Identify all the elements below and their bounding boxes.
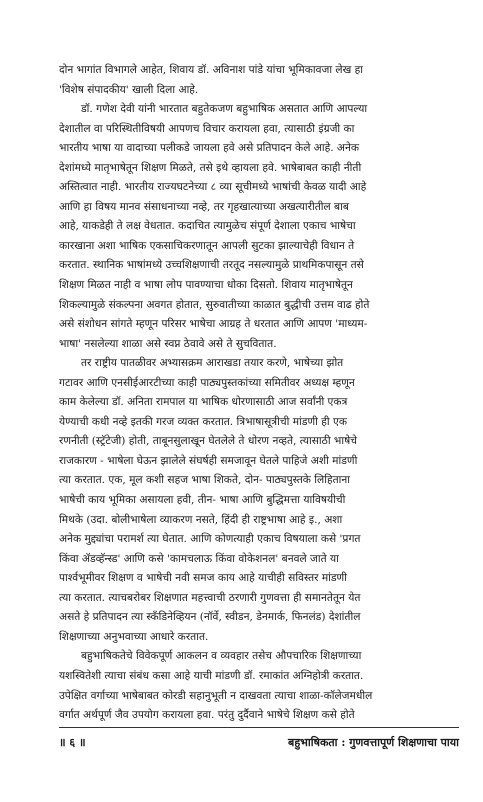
- text-line: आणि हा विषय मानव संसाधनाच्या नव्हे, तर गृहखात्याच्या अखत्यारीतील बाब: [59, 200, 349, 213]
- running-title: बहुभाषिकता : गुणवत्तापूर्ण शिक्षणाचा पाया: [288, 736, 459, 749]
- text-line: भाषेची काय भूमिका असायला हवी, तीन- भाषा आणि बुद्धिमत्ता याविषयीची: [59, 494, 346, 507]
- text-line: 'विशेष संपादकीय' खाली दिला आहे.: [59, 83, 199, 96]
- text-line: पार्श्वभूमीवर शिक्षण व भाषेची नवी समज काय आहे याचीही सविस्तर मांडणी: [59, 572, 347, 585]
- text-line: वर्गात अर्थपूर्ण जैव उपयोग करायला हवा. परंतु दुर्दैवाने भाषेचे शिक्षण कसे होते: [59, 709, 355, 722]
- article-body: [59, 61, 459, 726]
- text-line: त्या करतात. त्याचबरोबर शिक्षणात महत्त्वाची ठरणारी गुणवत्ता ही समानतेतून येत: [59, 591, 361, 604]
- text-line: काम केलेल्या डॉ. अनिता रामपाल या भाषिक धोरणासाठी आज सर्वांनी एकत्र: [59, 396, 348, 409]
- text-line: भारतीय भाषा या वादाच्या पलीकडे जायला हवे असे प्रतिपादन केले आहे. अनेक: [59, 142, 360, 155]
- text-line: देशातील वा परिस्थितीविषयी आपणच विचार करायला हवा, त्यासाठी इंग्रजी का: [59, 122, 355, 135]
- text-line: करतात. स्थानिक भाषांमध्ये उच्चशिक्षणाची तरतूद नसल्यामुळे प्राथमिकपासून तसे: [59, 259, 364, 272]
- text-line: असते हे प्रतिपादन त्या स्कॅंडिनेव्हियन (नॉर्वे, स्वीडन, डेनमार्क, फिनलंड) देशांतील: [59, 611, 361, 624]
- text-line: आहे, याकडेही ते लक्ष वेधतात. कदाचित त्यामुळेच संपूर्ण देशाला एकाच भाषेचा: [59, 220, 356, 233]
- text-line: अस्तित्वात नाही. भारतीय राज्यघटनेच्या ८ व्या सूचीमध्ये भाषांची केवळ यादी आहे: [59, 181, 367, 194]
- text-line: देशांमध्ये मातृभाषेतून शिक्षण मिळते, तसे इथे व्हायला हवे. भाषेबाबत काही नीती: [59, 161, 362, 174]
- text-line: डॉ. गणेश देवी यांनी भारतात बहुतेकजण बहुभाषिक असतात आणि आपल्या: [81, 103, 368, 116]
- text-line: यशस्वितेशी त्याचा संबंध कसा आहे याची मांडणी डॉ. रमाकांत अग्निहोत्री करतात.: [59, 669, 364, 682]
- footer-divider: [59, 727, 459, 728]
- text-line: कारखाना अशा भाषिक एकसाचिकरणातून आपली सुटका झाल्याचेही विधान ते: [59, 239, 355, 252]
- text-line: उपेक्षित वर्गाच्या भाषेबाबत कोरडी सहानुभूती न दाखवता त्याचा शाळा-कॉलेजमधील: [59, 689, 373, 702]
- text-line: तर राष्ट्रीय पातळीवर अभ्यासक्रम आराखडा तयार करणे, भाषेच्या झोत: [81, 357, 344, 370]
- text-line: बहुभाषिकतेचे विवेकपूर्ण आकलन व व्यवहार तसेच औपचारिक शिक्षणाच्या: [81, 650, 362, 663]
- text-line: असे संशोधन सांगते म्हणून परिसर भाषेचा आग्रह ते धरतात आणि आपण 'माध्यम-: [59, 318, 368, 331]
- text-line: शिकल्यामुळे संकल्पना अवगत होतात, सुरुवातीच्या काळात बुद्धीची उत्तम वाढ होते: [59, 298, 370, 311]
- text-line: रणनीती (स्ट्रॅटेजी) होती, ताबूनसुलाखून घेतलेले ते धोरण नव्हते, त्यासाठी भाषेचे: [59, 435, 357, 448]
- text-line: अनेक मुद्द्यांचा परामर्श त्या घेतात. आणि कोणत्याही एकाच विषयाला कसे 'प्रगत: [59, 533, 361, 546]
- text-line: त्या करतात. एक, मूल कशी सहज भाषा शिकते, दोन- पाठ्यपुस्तके लिहिताना: [59, 474, 351, 487]
- page-number: ॥ ६ ॥: [59, 736, 86, 749]
- text-line: गटावर आणि एनसीईआरटीच्या काही पाठ्यपुस्तकांच्या समितीवर अध्यक्ष म्हणून: [59, 376, 355, 389]
- page-footer: [59, 733, 459, 753]
- text-line: भाषा' नसलेल्या शाळा असे स्वप्न ठेवावे असे ते सुचवितात.: [59, 337, 277, 350]
- text-line: शिक्षण मिळत नाही व भाषा लोप पावण्याचा धोका दिसतो. शिवाय मातृभाषेतून: [59, 279, 353, 292]
- text-line: शिक्षणाच्या अनुभवाच्या आधारे करतात.: [59, 630, 209, 643]
- text-line: मिथके (उदा. बोलीभाषेला व्याकरण नसते, हिंदी ही राष्ट्रभाषा आहे इ., अशा: [59, 513, 343, 526]
- text-line: येण्याची कधी नव्हे इतकी गरज व्यक्त करतात. त्रिभाषासूत्रीची मांडणी ही एक: [59, 415, 347, 428]
- text-line: राजकारण - भाषेला घेऊन झालेले संघर्षही समजावून घेतले पाहिजे अशी मांडणी: [59, 454, 358, 467]
- text-line: किंवा ॲडव्हॅन्स्ड' आणि कसे 'कामचलाऊ किंवा वोकेशनल' बनवले जाते या: [59, 552, 339, 565]
- text-line: दोन भागांत विभागले आहेत, शिवाय डॉ. अविनाश पांडे यांचा भूमिकावजा लेख हा: [59, 64, 364, 76]
